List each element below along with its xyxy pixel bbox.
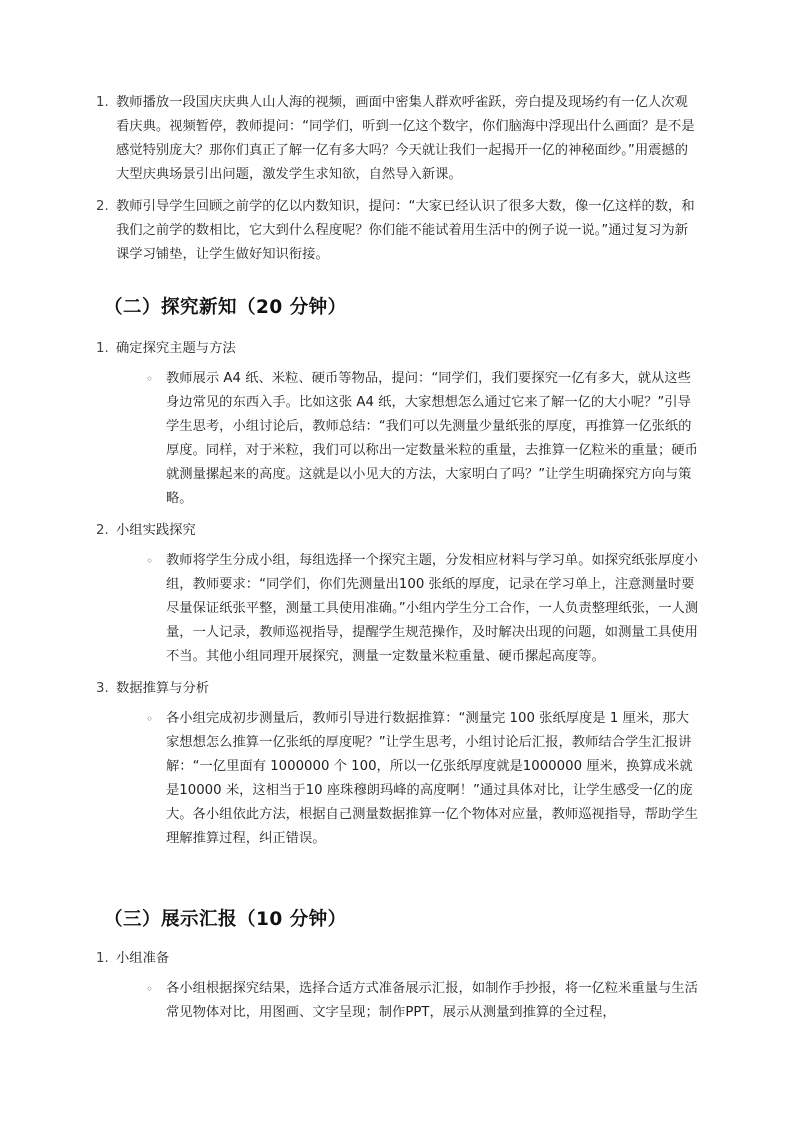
sub-list-item	[146, 549, 700, 669]
intro-list	[96, 91, 700, 267]
list-item-title: 小组准备	[116, 951, 170, 966]
sub-item-text: 各小组根据探究结果，选择合适方式准备展示汇报，如制作手抄报，将一亿粒米重量与生活常见物体对比，用图画、文字呈现；制作PPT，展示从测量到推算的全过程，	[166, 981, 698, 1020]
sub-item-text: 教师将学生分成小组，每组选择一个探究主题，分发相应材料与学习单。如探究纸张厚度小组，教师要求：“同学们，你们先测量出100 张纸的厚度，记录在学习单上，注意测量时要尽量保证纸张平整，测量工具使用准确。”小组内学生分工合作，一人负责整理纸张，一人测量，一人记录，教师巡视指导，提醒学生规范操作，及时解决出现的问题，如测量工具使用不当。其他小组同理开展探究，测量一定数量米粒重量、硬币摞起高度等。	[166, 553, 699, 664]
bullet-icon: ◦	[146, 982, 154, 996]
list-item-title: 确定探究主题与方法	[116, 341, 236, 356]
section2-list	[96, 337, 700, 851]
list-marker: 1.	[96, 341, 109, 356]
sub-list-item	[146, 977, 700, 1025]
sub-item-text: 各小组完成初步测量后，教师引导进行数据推算：“测量完 100 张纸厚度是 1 厘米，那大家想想怎么推算一亿张纸的厚度呢？”让学生思考，小组讨论后汇报，教师结合学生汇报讲解：“一亿里面有 1000000 个 100，所以一亿张纸厚度就是1000000 厘米，换算成米就是10000 米，这相当于10 座珠穆朗玛峰的高度啊！”通过具体对比，让学生感受一亿的庞大。各小组依此方法，根据自己测量数据推算一亿个物体对应量，教师巡视指导，帮助学生理解推算过程，纠正错误。	[166, 711, 698, 846]
list-item	[96, 947, 700, 1025]
list-item-title: 小组实践探究	[116, 523, 196, 538]
bullet-icon: ◦	[146, 372, 154, 386]
list-item	[96, 677, 700, 851]
list-item	[96, 337, 700, 511]
sub-list-item	[146, 367, 700, 511]
list-item	[96, 91, 700, 187]
section-heading: （三）展示汇报（10 分钟）	[104, 909, 347, 930]
section3-list	[96, 947, 700, 1025]
sub-item-text: 教师展示 A4 纸、米粒、硬币等物品，提问：“同学们，我们要探究一亿有多大，就从这些身边常见的东西入手。比如这张 A4 纸，大家想想怎么通过它来了解一亿的大小呢？”引导学生思考，小组讨论后，教师总结：“我们可以先测量少量纸张的厚度，再推算一亿张纸的厚度。同样，对于米粒，我们可以称出一定数量米粒的重量，去推算一亿粒米的重量；硬币就测量摞起来的高度。这就是以小见大的方法，大家明白了吗？”让学生明确探究方向与策略。	[166, 371, 698, 506]
bullet-icon: ◦	[146, 712, 154, 726]
list-item-text: 教师引导学生回顾之前学的亿以内数知识，提问：“大家已经认识了很多大数，像一亿这样的数，和我们之前学的数相比，它大到什么程度呢？你们能不能试着用生活中的例子说一说。”通过复习为新课学习铺垫，让学生做好知识衔接。	[116, 199, 695, 262]
section-heading: （二）探究新知（20 分钟）	[104, 297, 347, 318]
list-item	[96, 519, 700, 669]
bullet-icon: ◦	[146, 554, 154, 568]
list-item	[96, 195, 700, 267]
sub-list-item	[146, 707, 700, 851]
list-marker: 1.	[96, 95, 109, 110]
list-item-text: 教师播放一段国庆庆典人山人海的视频，画面中密集人群欢呼雀跃，旁白提及现场约有一亿人次观看庆典。视频暂停，教师提问：“同学们，听到一亿这个数字，你们脑海中浮现出什么画面？是不是感觉特别庞大？那你们真正了解一亿有多大吗？今天就让我们一起揭开一亿的神秘面纱。”用震撼的大型庆典场景引出问题，激发学生求知欲，自然导入新课。	[116, 95, 695, 182]
list-item-title: 数据推算与分析	[116, 681, 210, 696]
list-marker: 1.	[96, 951, 109, 966]
list-marker: 2.	[96, 199, 109, 214]
list-marker: 2.	[96, 523, 109, 538]
list-marker: 3.	[96, 681, 109, 696]
